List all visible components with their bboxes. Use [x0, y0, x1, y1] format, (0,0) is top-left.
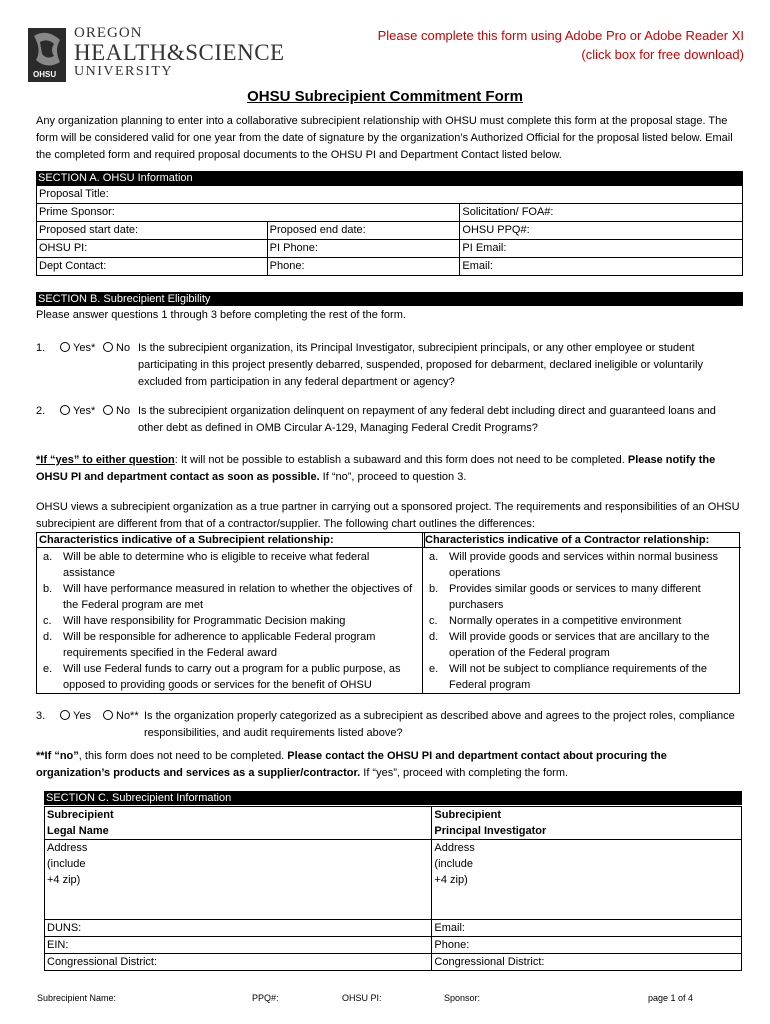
q1-yes-label: Yes*: [73, 342, 96, 354]
item-text: Will not be subject to compliance requirements of the Federal program: [449, 663, 708, 691]
item-letter: e.: [429, 663, 439, 675]
item-text: Will be able to determine who is eligible to receive what federal assistance: [63, 551, 370, 579]
logo-line-university: UNIVERSITY: [74, 64, 173, 79]
q1-no-label: No: [116, 342, 131, 354]
start-date-field[interactable]: Proposed start date:: [37, 222, 268, 240]
prime-sponsor-field[interactable]: Prime Sponsor:: [37, 204, 460, 222]
item-text: Will have performance measured in relation to whether the objectives of the Federal program are met: [63, 583, 413, 611]
subrecipient-pi-field[interactable]: [432, 807, 742, 840]
note-no-tail: If “yes”, proceed with completing the form.: [360, 767, 569, 779]
radio-icon[interactable]: [103, 710, 113, 720]
q2-text: Is the subrecipient organization delinquent on repayment of any federal debt including direct and guaranteed loans and other debt as defined in OMB Circular A-129, Managing Federal Credit Programs?: [138, 405, 716, 434]
legal-address-field[interactable]: [45, 840, 432, 920]
dept-contact-field[interactable]: Dept Contact:: [37, 258, 268, 276]
footer-ohsu-pi: OHSU PI:: [342, 993, 382, 1003]
item-letter: d.: [43, 631, 53, 643]
radio-icon[interactable]: [103, 342, 113, 352]
q1-number: 1.: [36, 342, 46, 354]
intro-paragraph: Any organization planning to enter into a collaborative subrecipient relationship with OHSU must complete this form at the proposal stage. The form will be considered valid for one year from the date of signature by the organization’s Authorized Official for the proposal listed below. Email the completed form and required proposal documents to the OHSU PI and Department Contact listed below.: [36, 115, 733, 161]
section-b-heading: SECTION B. Subrecipient Eligibility: [36, 292, 743, 306]
q2-no-label: No: [116, 405, 131, 417]
address-label-3: +4 zip): [47, 874, 81, 886]
pi-email-field[interactable]: PI Email:: [460, 240, 743, 258]
note-no-emphasis: Please contact the OHSU PI and department contact about procuring the organization’s products and services as a supplier/contractor.: [36, 750, 667, 779]
note-yes-lead: *If “yes” to either question: [36, 454, 175, 466]
item-text: Will provide goods and services within normal business operations: [449, 551, 719, 579]
end-date-field[interactable]: Proposed end date:: [267, 222, 460, 240]
address-label-2: (include: [47, 858, 86, 870]
radio-icon[interactable]: [60, 405, 70, 415]
radio-icon[interactable]: [60, 342, 70, 352]
pi-label-1: Subrecipient: [434, 809, 502, 821]
solicitation-field[interactable]: Solicitation/ FOA#:: [460, 204, 743, 222]
list-item: [37, 661, 420, 693]
section-c-heading: SECTION C. Subrecipient Information: [44, 791, 742, 805]
item-text: Will have responsibility for Programmatic Decision making: [63, 615, 346, 627]
logo-line-health-science: HEALTH&SCIENCE: [74, 40, 285, 65]
email-field[interactable]: Email:: [460, 258, 743, 276]
note-yes-emphasis: Please notify the OHSU PI and department contact as soon as possible.: [36, 454, 716, 483]
pi-congressional-district-field[interactable]: Congressional District:: [432, 954, 742, 971]
section-a-table: [36, 185, 743, 276]
item-text: Will use Federal funds to carry out a program for a public purpose, as opposed to providing goods or services for the benefit of OHSU: [63, 663, 401, 691]
pi-label-2: Principal Investigator: [434, 825, 547, 837]
pi-phone-field[interactable]: PI Phone:: [267, 240, 460, 258]
list-item: [37, 629, 420, 661]
adobe-download-link[interactable]: (click box for free download): [581, 47, 744, 62]
item-text: Normally operates in a competitive environment: [449, 615, 682, 627]
proposal-title-field[interactable]: Proposal Title:: [37, 186, 743, 204]
list-item: [37, 613, 420, 629]
logo-line-oregon: OREGON: [74, 25, 143, 41]
contractor-list: [423, 549, 737, 693]
list-item: [423, 549, 737, 581]
list-item: [37, 549, 420, 581]
list-item: [423, 629, 737, 661]
pi-address-field[interactable]: [432, 840, 742, 920]
q3-yes-option[interactable]: [60, 708, 91, 725]
q3-no-label: No**: [116, 710, 139, 722]
list-item: [423, 581, 737, 613]
item-text: Provides similar goods or services to many different purchasers: [449, 583, 701, 611]
footer-ppq: PPQ#:: [252, 993, 279, 1003]
item-letter: d.: [429, 631, 439, 643]
note-yes-tail: If “no”, proceed to question 3.: [319, 471, 467, 483]
legal-name-field[interactable]: [45, 807, 432, 840]
ppq-field[interactable]: OHSU PPQ#:: [460, 222, 743, 240]
adobe-notice-line1: Please complete this form using Adobe Pro or Adobe Reader XI: [377, 28, 744, 43]
congressional-district-field[interactable]: Congressional District:: [45, 954, 432, 971]
legal-name-label-2: Legal Name: [47, 825, 109, 837]
item-text: Will be responsible for adherence to applicable Federal program requirements specified in the Federal award: [63, 631, 376, 659]
footer-subrecipient-name: Subrecipient Name:: [37, 993, 117, 1003]
item-text: Will provide goods or services that are ancillary to the operation of the Federal program: [449, 631, 710, 659]
q2-number: 2.: [36, 405, 46, 417]
item-letter: c.: [43, 615, 52, 627]
adobe-notice[interactable]: [378, 26, 744, 64]
note-yes-body: : It will not be possible to establish a subaward and this form does not need to be completed.: [174, 454, 628, 466]
ohsu-logo: [26, 24, 296, 86]
list-item: [423, 613, 737, 629]
pi-phone-field[interactable]: Phone:: [432, 937, 742, 954]
pi-email-field[interactable]: Email:: [432, 920, 742, 937]
list-item: [423, 661, 737, 693]
ohsu-pi-field[interactable]: OHSU PI:: [37, 240, 268, 258]
partner-paragraph: OHSU views a subrecipient organization as a true partner in carrying out a sponsored project. The requirements and responsibilities of an OHSU subrecipient are different from that of a contractor/supplier. The following chart outlines the differences:: [36, 501, 740, 530]
question-3: [36, 708, 742, 743]
note-if-yes: [36, 452, 742, 486]
subrecipient-header: Characteristics indicative of a Subrecipient relationship:: [37, 533, 425, 548]
characteristics-chart: [36, 532, 740, 694]
phone-field[interactable]: Phone:: [267, 258, 460, 276]
radio-icon[interactable]: [103, 405, 113, 415]
q3-number: 3.: [36, 710, 46, 722]
footer-sponsor: Sponsor:: [444, 993, 481, 1003]
question-2: [36, 403, 742, 438]
q1-text: Is the subrecipient organization, its Principal Investigator, subrecipient principals, or any other employee or student participating in this project presently debarred, suspended, proposed for debarment, declared ineligible or voluntarily excluded from participation in any federal department or agency?: [138, 342, 703, 388]
section-b-instruction: Please answer questions 1 through 3 before completing the rest of the form.: [36, 309, 406, 321]
radio-icon[interactable]: [60, 710, 70, 720]
subrecipient-list: [37, 549, 420, 693]
address-label-3: +4 zip): [434, 874, 468, 886]
list-item: [37, 581, 420, 613]
item-letter: b.: [43, 583, 53, 595]
note-no-body: , this form does not need to be completed.: [78, 750, 288, 762]
legal-name-label-1: Subrecipient: [47, 809, 114, 821]
item-letter: a.: [429, 551, 439, 563]
q1-no-option[interactable]: [103, 340, 130, 357]
q2-no-option[interactable]: [103, 403, 130, 420]
section-c-table: [44, 806, 742, 971]
section-a-heading: SECTION A. OHSU Information: [36, 171, 743, 185]
q3-no-option[interactable]: [103, 708, 139, 725]
address-label-1: Address: [47, 842, 88, 854]
q1-yes-option[interactable]: [60, 340, 95, 357]
ein-field[interactable]: EIN:: [45, 937, 432, 954]
duns-field[interactable]: DUNS:: [45, 920, 432, 937]
form-title: OHSU Subrecipient Commitment Form: [247, 88, 523, 105]
contractor-header: Characteristics indicative of a Contractor relationship:: [423, 533, 741, 548]
question-1: [36, 340, 742, 392]
q2-yes-label: Yes*: [73, 405, 96, 417]
item-letter: e.: [43, 663, 53, 675]
address-label-1: Address: [434, 842, 475, 854]
note-no-lead: **If “no”: [36, 750, 79, 762]
item-letter: a.: [43, 551, 53, 563]
note-if-no: [36, 748, 742, 782]
item-letter: b.: [429, 583, 439, 595]
q3-text: Is the organization properly categorized as a subrecipient as described above and agrees to the project roles, compliance responsibilities, and audit requirements listed above?: [144, 710, 735, 739]
item-letter: c.: [429, 615, 438, 627]
address-label-2: (include: [434, 858, 473, 870]
q2-yes-option[interactable]: [60, 403, 95, 420]
logo-badge: OHSU: [33, 70, 57, 79]
footer-page-number: page 1 of 4: [648, 993, 694, 1003]
q3-yes-label: Yes: [73, 710, 91, 722]
